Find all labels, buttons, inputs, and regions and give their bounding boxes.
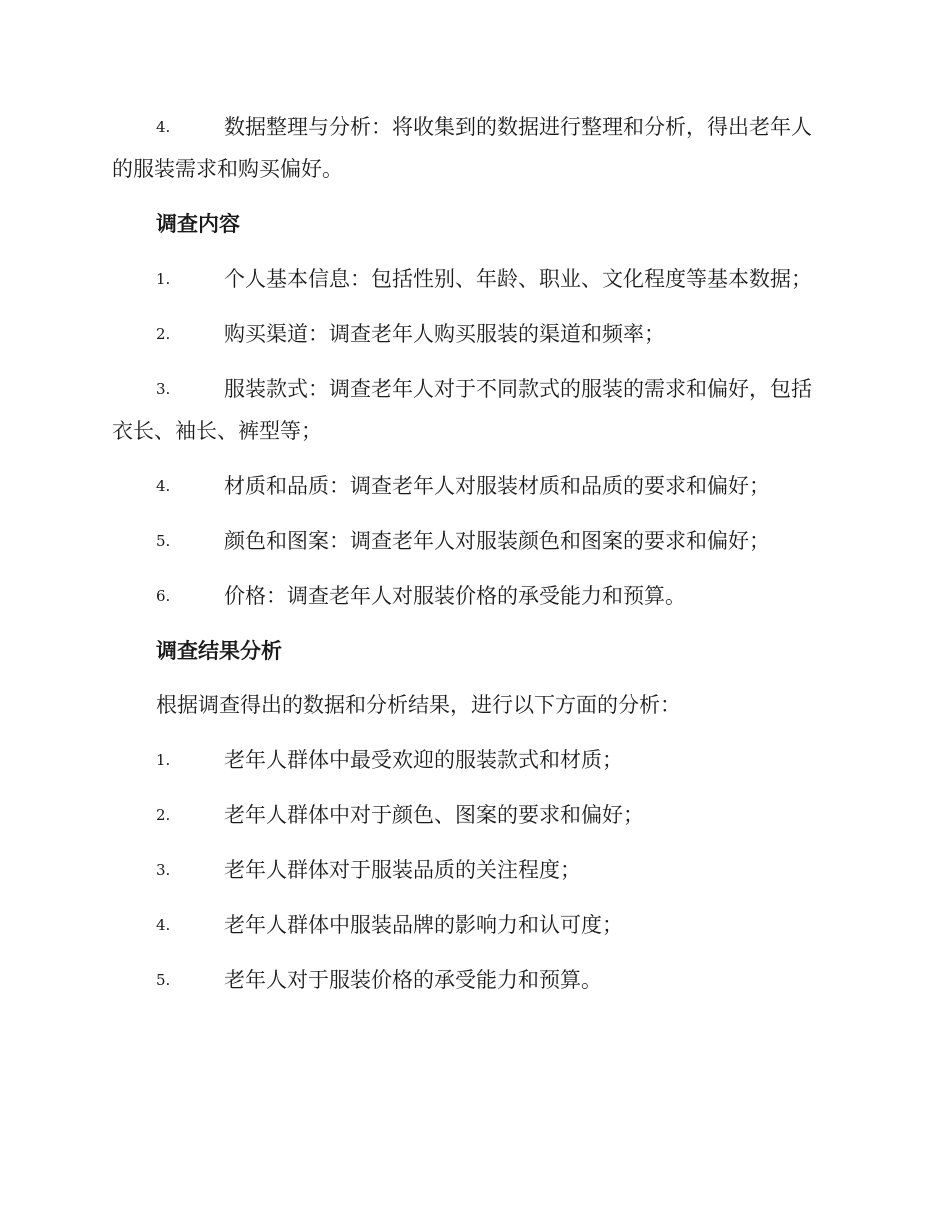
list-item <box>112 465 834 507</box>
list-item-number: 3. <box>156 861 171 879</box>
section-heading: 调查内容 <box>156 212 240 236</box>
list-item <box>112 794 834 836</box>
list-item-text: 价格：调查老年人对服装价格的承受能力和预算。 <box>224 584 686 608</box>
list-item-number: 4. <box>156 916 171 934</box>
list-item-number: 5. <box>156 532 171 550</box>
list-item-number: 6. <box>156 587 171 605</box>
section-intro-paragraph: 根据调查得出的数据和分析结果，进行以下方面的分析： <box>156 693 681 717</box>
list-item <box>112 368 834 452</box>
list-item-number: 1. <box>156 751 171 769</box>
list-item-number: 3. <box>156 380 171 398</box>
list-item-text: 老年人群体对于服装品质的关注程度； <box>224 858 581 882</box>
list-item-number: 4. <box>156 118 171 136</box>
list-item-text: 购买渠道：调查老年人购买服装的渠道和频率； <box>224 322 665 346</box>
list-item-text: 颜色和图案：调查老年人对服装颜色和图案的要求和偏好； <box>224 529 770 553</box>
list-item <box>112 904 834 946</box>
list-item-text: 老年人对于服装价格的承受能力和预算。 <box>224 968 602 992</box>
list-item-text-continued: 的服装需求和购买偏好。 <box>112 157 343 181</box>
list-item <box>112 106 834 190</box>
list-item <box>112 313 834 355</box>
list-item <box>112 739 834 781</box>
list-item <box>112 575 834 617</box>
list-item <box>112 520 834 562</box>
list-item-text: 老年人群体中对于颜色、图案的要求和偏好； <box>224 803 644 827</box>
list-item-number: 2. <box>156 806 171 824</box>
list-item <box>112 849 834 891</box>
list-item-text-continued: 衣长、袖长、裤型等； <box>112 419 322 443</box>
list-item-text: 老年人群体中服装品牌的影响力和认可度； <box>224 913 623 937</box>
list-item-number: 5. <box>156 971 171 989</box>
list-item-number: 2. <box>156 325 171 343</box>
list-item-text: 服装款式：调查老年人对于不同款式的服装的需求和偏好，包括 <box>224 377 812 401</box>
section-heading: 调查结果分析 <box>156 639 282 663</box>
list-item-number: 4. <box>156 477 171 495</box>
list-item-text: 老年人群体中最受欢迎的服装款式和材质； <box>224 748 623 772</box>
list-item-text: 材质和品质：调查老年人对服装材质和品质的要求和偏好； <box>224 474 770 498</box>
list-item-text: 个人基本信息：包括性别、年龄、职业、文化程度等基本数据； <box>224 267 812 291</box>
list-item <box>112 258 834 300</box>
list-item-text: 数据整理与分析：将收集到的数据进行整理和分析，得出老年人 <box>224 115 812 139</box>
list-item <box>112 959 834 1001</box>
list-item-number: 1. <box>156 270 171 288</box>
